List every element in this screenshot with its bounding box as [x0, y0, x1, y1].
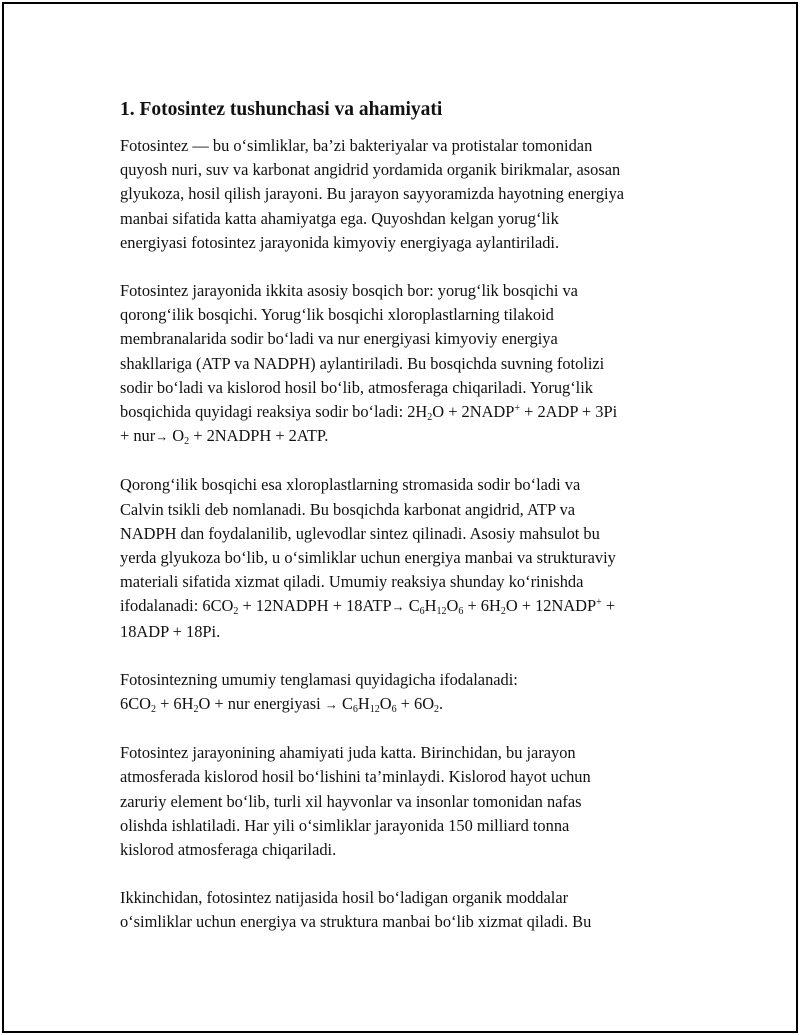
paragraph-dark-phase	[120, 473, 700, 643]
text-line: shakllariga (ATP va NADPH) aylantiriladi. Bu bosqichda suvning fotolizi	[120, 353, 605, 373]
text-line: sodir bo‘ladi va kislorod hosil bo‘lib, atmosferaga chiqariladi. Yorug‘lik	[120, 377, 593, 397]
text-line: o‘simliklar uchun energiya va struktura manbai bo‘lib xizmat qiladi. Bu	[120, 912, 592, 932]
subscript: 2	[150, 704, 156, 716]
text-line: 18ADP + 18Pi.	[120, 621, 221, 641]
document-page	[2, 2, 798, 1033]
subscript: 2	[184, 436, 190, 448]
text-fragment: O	[446, 596, 459, 616]
text-line: zaruriy element bo‘lib, turli xil hayvonlar va insonlar tomonidan nafas	[120, 791, 582, 811]
text-fragment: O + nur energiyasi	[198, 694, 325, 714]
text-line: olishda ishlatiladi. Har yili o‘simliklar jarayonida 150 milliard tonna	[120, 815, 570, 835]
paragraph-light-phase	[120, 279, 700, 449]
text-fragment: + 12NADPH + 18ATP	[238, 596, 392, 616]
subscript: 2	[193, 704, 199, 716]
text-fragment: O	[168, 426, 185, 446]
text-line: Calvin tsikli deb nomlanadi. Bu bosqichda karbonat angidrid, ATP va	[120, 499, 576, 519]
subscript: 2	[434, 704, 440, 716]
subscript: 2	[500, 606, 506, 618]
subscript: 2	[233, 606, 239, 618]
subscript: 12	[369, 704, 380, 716]
text-fragment: + 6H	[463, 596, 501, 616]
subscript: 6	[391, 704, 397, 716]
reaction-arrow: →	[155, 429, 169, 445]
document-body	[120, 96, 700, 959]
superscript: +	[596, 597, 602, 609]
text-line: Fotosintez jarayonida ikkita asosiy bosqich bor: yorug‘lik bosqichi va	[120, 281, 578, 301]
text-fragment: O + 12NADP	[505, 596, 597, 616]
text-line: NADPH dan foydalanilib, uglevodlar sintez qilinadi. Asosiy mahsulot bu	[120, 523, 600, 543]
text-fragment: .	[439, 694, 444, 714]
text-line: glyukoza, hosil qilish jarayoni. Bu jarayon sayyoramizda hayotning energiya	[120, 184, 625, 204]
text-fragment: O	[379, 694, 392, 714]
subscript: 12	[436, 606, 447, 618]
subscript: 6	[352, 704, 358, 716]
text-fragment: + 2ADP + 3Pi	[520, 402, 618, 422]
text-line: quyosh nuri, suv va karbonat angidrid yordamida organik birikmalar, asosan	[120, 160, 621, 180]
paragraph-definition	[120, 134, 700, 255]
text-fragment: + 6O	[396, 694, 435, 714]
text-fragment: H	[357, 694, 370, 714]
text-fragment: +	[601, 596, 616, 616]
text-line: Ikkinchidan, fotosintez natijasida hosil bo‘ladigan organik moddalar	[120, 888, 569, 908]
text-fragment: O + 2NADP	[432, 402, 515, 422]
text-line: qorong‘ilik bosqichi. Yorug‘lik bosqichi xloroplastlarning tilakoid	[120, 305, 554, 325]
paragraph-secondly	[120, 886, 700, 934]
text-line: Fotosintez jarayonining ahamiyati juda katta. Birinchidan, bu jarayon	[120, 743, 576, 763]
text-line: kislorod atmosferaga chiqariladi.	[120, 840, 337, 860]
reaction-arrow: →	[391, 599, 405, 615]
text-line: Fotosintezning umumiy tenglamasi quyidagicha ifodalanadi:	[120, 669, 518, 689]
text-line: atmosferada kislorod hosil bo‘lishini ta’minlaydi. Kislorod hayot uchun	[120, 767, 591, 787]
text-line: ifodalanadi: 6CO	[120, 596, 234, 616]
text-line: yerda glyukoza bo‘lib, u o‘simliklar uchun energiya manbai va strukturaviy	[120, 548, 616, 568]
superscript: +	[514, 403, 521, 415]
text-fragment: C	[337, 694, 353, 714]
text-line: manbai sifatida katta ahamiyatga ega. Quyoshdan kelgan yorug‘lik	[120, 208, 559, 228]
text-fragment: C	[404, 596, 420, 616]
subscript: 2	[427, 412, 433, 424]
text-line: materiali sifatida xizmat qiladi. Umumiy reaksiya shunday ko‘rinishda	[120, 572, 584, 592]
text-fragment: + 6H	[155, 694, 194, 714]
text-line: membranalarida sodir bo‘ladi va nur energiyasi kimyoviy energiya	[120, 329, 558, 349]
text-line: bosqichida quyidagi reaksiya sodir bo‘ladi: 2H	[120, 402, 428, 422]
subscript: 6	[419, 606, 425, 618]
paragraph-general-equation	[120, 668, 700, 717]
text-fragment: 6CO	[120, 694, 151, 714]
text-line: Fotosintez — bu o‘simliklar, ba’zi bakteriyalar va protistalar tomonidan	[120, 136, 593, 155]
text-fragment: H	[424, 596, 437, 616]
text-line: Qorong‘ilik bosqichi esa xloroplastlarning stromasida sodir bo‘ladi va	[120, 475, 581, 495]
section-heading: 1. Fotosintez tushunchasi va ahamiyati	[120, 99, 443, 120]
reaction-arrow: →	[324, 697, 338, 713]
text-fragment: + 2NADPH + 2ATP.	[189, 426, 329, 446]
text-line: energiyasi fotosintez jarayonida kimyoviy energiyaga aylantiriladi.	[120, 232, 560, 252]
text-line: + nur	[120, 426, 156, 446]
paragraph-importance	[120, 741, 700, 862]
subscript: 6	[458, 606, 464, 618]
